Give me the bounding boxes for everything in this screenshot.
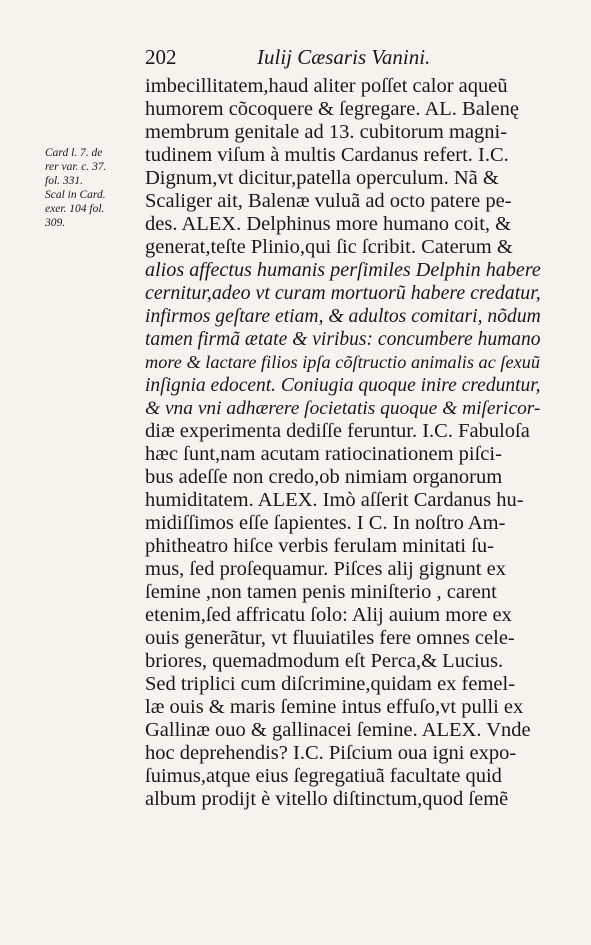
text-line: tamen firmã ætate & viribus: concumbere humano	[145, 329, 541, 350]
margin-note-line: rer var. c. 37.	[45, 161, 107, 173]
text-line: tudinem viſum à multis Cardanus refert. I.C.	[145, 144, 509, 166]
text-line: infirmos geſtare etiam, & adultos comitari, nõdum	[145, 306, 541, 327]
page-header	[145, 45, 545, 73]
text-line: ouis generãtur, vt fluuiatiles fere omnes cele-	[145, 627, 515, 649]
text-line: phitheatro hiſce verbis ferulam minitati ſu-	[145, 535, 494, 557]
text-line: more & lactare filios ipſa cõſtructio animalis ac ſexuũ	[145, 352, 541, 372]
text-line: bus adeſſe non credo,ob nimiam organorum	[145, 466, 503, 488]
text-line: des. ALEX. Delphinus more humano coit, &	[145, 213, 512, 235]
text-line: imbecillitatem,haud aliter poſſet calor aqueũ	[145, 75, 508, 97]
text-line: Sed triplici cum diſcrimine,quidam ex femel-	[145, 673, 516, 695]
body-text	[145, 75, 545, 811]
margin-note-line: Scal in Card.	[45, 189, 106, 201]
margin-note-line: exer. 104 fol.	[45, 203, 105, 215]
margin-note-line: fol. 331.	[45, 175, 84, 187]
text-line: læ ouis & maris ſemine intus effuſo,vt pulli ex	[145, 696, 524, 718]
text-line: inſignia edocent. Coniugia quoque inire creduntur,	[145, 375, 541, 396]
text-line: Gallinæ ouo & gallinacei ſemine. ALEX. Vnde	[145, 719, 531, 741]
text-line: ſemine ,non tamen penis miniſterio , carent	[145, 581, 497, 603]
text-line: hæc ſunt,nam acutam ratiocinationem piſci-	[145, 443, 502, 465]
text-line: cernitur,adeo vt curam mortuorũ habere credatur,	[145, 282, 541, 304]
running-title: Iulij Cæsaris Vanini.	[257, 45, 431, 69]
margin-note-line: 309.	[45, 217, 66, 229]
text-line: Scaliger ait, Balenæ vuluã ad octo patere pe-	[145, 190, 512, 212]
text-line: etenim,ſed affricatu ſolo: Alij auium more ex	[145, 604, 512, 626]
page-number: 202	[145, 45, 177, 69]
text-line: membrum genitale ad 13. cubitorum magni-	[145, 121, 508, 143]
text-line: humorem cõcoquere & ſegregare. AL. Balenę	[145, 98, 519, 120]
text-line: album prodijt è vitello diſtinctum,quod ſemẽ	[145, 788, 509, 810]
text-line: diæ experimenta dediſſe feruntur. I.C. Fabuloſa	[145, 420, 530, 442]
text-line: generat,teſte Plinio,qui ſic ſcribit. Caterum &	[145, 236, 513, 258]
text-line: humiditatem. ALEX. Imò aſſerit Cardanus hu-	[145, 489, 524, 511]
text-line: alios affectus humanis perſimiles Delphin habere	[145, 259, 541, 281]
text-line: & vna vni adhærere ſocietatis quoque & miſericor-	[145, 398, 541, 419]
text-line: midiſſimos eſſe ſapientes. I C. In noſtro Am-	[145, 512, 506, 534]
text-line: briores, quemadmodum eſt Perca,& Lucius.	[145, 650, 504, 672]
text-line: mus, ſed proſequamur. Piſces alij gignunt ex	[145, 558, 506, 580]
margin-notes	[45, 146, 141, 230]
margin-note-line: Card l. 7. de	[45, 147, 103, 159]
text-line: hoc deprehendis? I.C. Piſcium oua igni expo-	[145, 742, 517, 764]
text-line: Dignum,vt dicitur,patella operculum. Nã &	[145, 167, 499, 189]
text-line: ſuimus,atque eius ſegregatiuã facultate quid	[145, 765, 502, 787]
